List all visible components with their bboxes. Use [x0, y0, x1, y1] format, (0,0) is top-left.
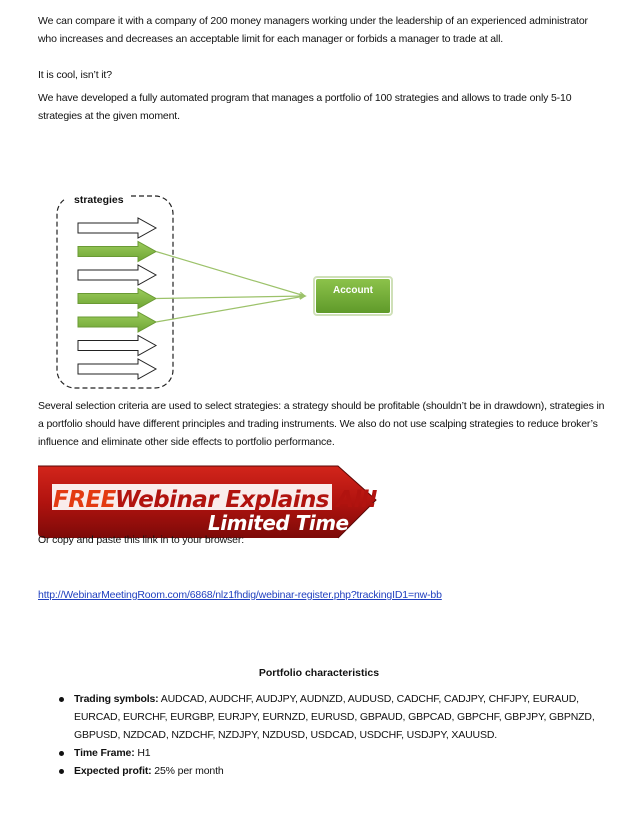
intro-paragraph-1: We can compare it with a company of 200 money managers working under the leadership of an experienced administrator who increases and decreases an acceptable limit for each manager or forbids a manager to trade at all. — [38, 15, 588, 45]
bullet-icon — [59, 751, 64, 756]
account-label: Account — [333, 285, 373, 296]
list-item — [38, 744, 608, 762]
trading-symbols-value: AUDCAD, AUDCHF, AUDJPY, AUDNZD, AUDUSD, CADCHF, CADJPY, CHFJPY, EURAUD, EURCAD, EURCHF, EURGBP, EURJPY, EURNZD, EURUSD, GBPAUD, GBPCAD, GBPCHF, GBPJPY, GBPNZD, GBPUSD, NZDCAD, NZDCHF, NZDJPY, NZDUSD, USDCAD, USDCHF, USDJPY, XAUUSD. — [74, 693, 595, 741]
webinar-banner[interactable] — [36, 460, 381, 540]
strategy-arrow — [78, 336, 156, 356]
strategies-diagram — [0, 0, 638, 400]
active-strategy-arrow — [78, 242, 156, 262]
banner-free-text: FREE — [53, 487, 116, 513]
bullet-icon — [59, 769, 64, 774]
active-strategy-arrow — [78, 312, 156, 332]
expected-profit-value: 25% per month — [151, 765, 224, 777]
strategy-arrow — [78, 218, 156, 238]
trading-symbols-label: Trading symbols: — [74, 693, 159, 705]
list-item — [38, 762, 608, 780]
connector-line — [156, 296, 305, 322]
connector-line — [156, 252, 305, 297]
selection-paragraph: Several selection criteria are used to select strategies: a strategy should be profitable (shouldn’t be in drawdown), strategies in a portfolio should have different principles and trading instruments. We also do not use scalping strategies to reduce broker’s influence and eliminate other side effects to portfolio performance. — [38, 400, 605, 448]
portfolio-title: Portfolio characteristics — [258, 667, 380, 679]
strategy-arrow — [78, 265, 156, 285]
banner-headline: Webinar Explains All! — [115, 487, 378, 513]
list-item — [38, 690, 608, 744]
strategy-arrow — [78, 359, 156, 379]
intro-paragraph-2: It is cool, isn’t it? — [38, 69, 112, 81]
expected-profit-label: Expected profit: — [74, 765, 152, 777]
connector-line — [156, 296, 305, 299]
time-frame-value: H1 — [134, 747, 151, 759]
banner-subline: Limited Time — [208, 511, 349, 535]
link-instruction: Or copy and paste this link in to your browser: — [38, 534, 244, 546]
active-strategy-arrow — [78, 289, 156, 309]
portfolio-list — [38, 690, 608, 780]
webinar-link[interactable]: http://WebinarMeetingRoom.com/6868/nlz1fhdig/webinar-register.php?trackingID1=nw-bb — [38, 589, 442, 601]
intro-paragraph-3: We have developed a fully automated program that manages a portfolio of 100 strategies and allows to trade only 5-10 strategies at the given moment. — [38, 92, 572, 122]
time-frame-label: Time Frame: — [74, 747, 135, 759]
strategies-label: strategies — [74, 194, 124, 206]
bullet-icon — [59, 697, 64, 702]
